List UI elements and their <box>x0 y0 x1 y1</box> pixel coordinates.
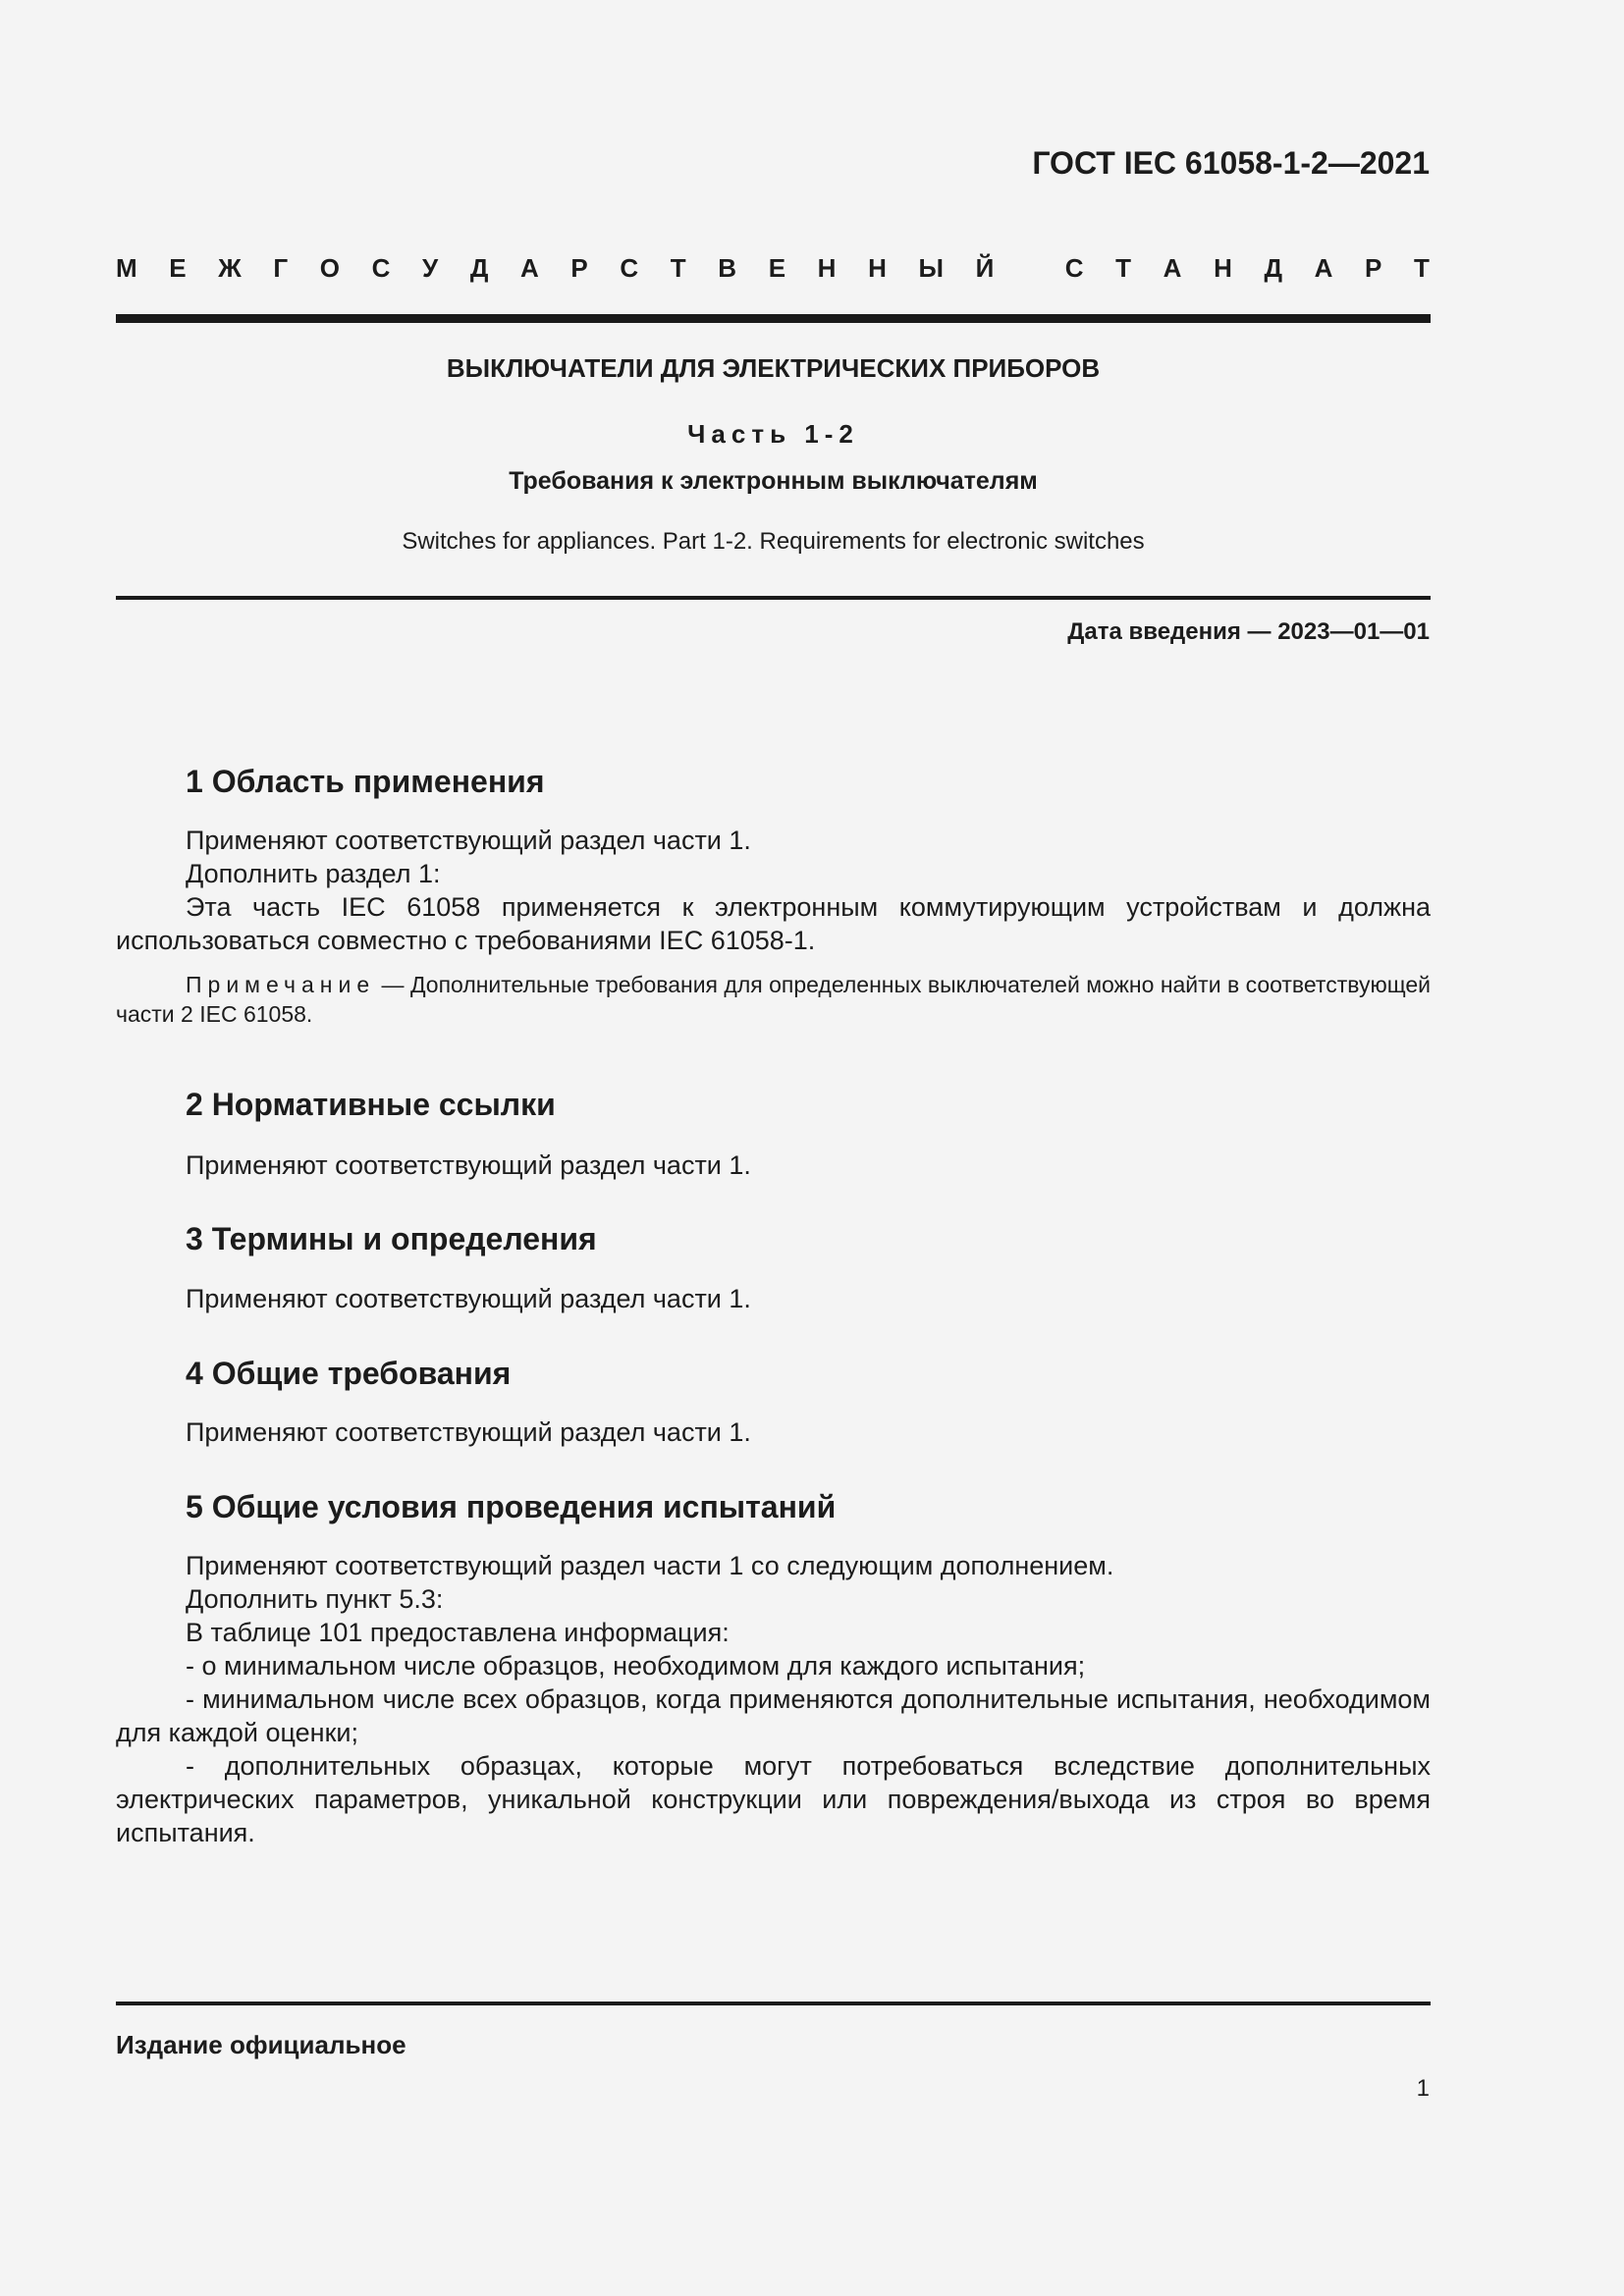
standard-type-heading: М Е Ж Г О С У Д А Р С Т В Е Н Н Ы Й С Т А Н Д А Р Т <box>116 253 1430 283</box>
section-5-heading: 5 Общие условия проведения испытаний <box>186 1489 837 1524</box>
part-label: Часть 1-2 <box>687 419 859 449</box>
section-3-paragraph: Применяют соответствующий раздел части 1. <box>186 1284 751 1313</box>
document-subtitle: Требования к электронным выключателям <box>509 467 1038 495</box>
section-1-paragraph: Применяют соответствующий раздел части 1. <box>186 826 751 855</box>
section-5-paragraph: Дополнить пункт 5.3: <box>186 1584 444 1614</box>
section-5-paragraph: В таблице 101 предоставлена информация: <box>186 1618 730 1647</box>
section-4-heading: 4 Общие требования <box>186 1356 512 1391</box>
section-1-paragraph: Дополнить раздел 1: <box>186 859 441 888</box>
section-2-paragraph: Применяют соответствующий раздел части 1. <box>186 1150 751 1180</box>
introduction-date: Дата введения — 2023—01—01 <box>1067 618 1430 645</box>
footer-divider <box>116 2002 1431 2005</box>
section-5-paragraph: Применяют соответствующий раздел части 1 со следующим дополнением. <box>186 1551 1114 1580</box>
section-1-note <box>116 970 1431 1029</box>
section-4-paragraph: Применяют соответствующий раздел части 1. <box>186 1417 751 1447</box>
section-1-paragraph: Эта часть IEC 61058 применяется к электронным коммутирующим устройствам и должна использоваться совместно с требованиями IEC 61058-1. <box>116 892 1431 955</box>
section-3-heading: 3 Термины и определения <box>186 1221 597 1256</box>
section-5-list-item: - минимальном числе всех образцов, когда применяются дополнительные испытания, необходимом для каждой оценки; <box>116 1684 1431 1747</box>
title-divider <box>116 596 1431 600</box>
document-title: ВЫКЛЮЧАТЕЛИ ДЛЯ ЭЛЕКТРИЧЕСКИХ ПРИБОРОВ <box>446 353 1101 383</box>
english-title: Switches for appliances. Part 1-2. Requirements for electronic switches <box>402 528 1145 555</box>
section-1-heading: 1 Область применения <box>186 764 545 799</box>
page-number: 1 <box>1416 2075 1430 2102</box>
section-5-list-item: - о минимальном числе образцов, необходимом для каждого испытания; <box>186 1651 1086 1681</box>
top-divider <box>116 314 1431 323</box>
note-label: Примечание <box>186 972 376 997</box>
section-2-heading: 2 Нормативные ссылки <box>186 1087 556 1122</box>
section-5-list-item: - дополнительных образцах, которые могут потребоваться вследствие дополнительных электрических параметров, уникальной конструкции или повреждения/выхода из строя во время испытания. <box>116 1751 1431 1847</box>
official-edition-label: Издание официальное <box>116 2030 406 2059</box>
document-number: ГОСТ IEC 61058-1-2—2021 <box>1032 145 1430 181</box>
note-text: — Дополнительные требования для определенных выключателей можно найти в соответствующей части 2 IEC 61058. <box>116 972 1431 1027</box>
